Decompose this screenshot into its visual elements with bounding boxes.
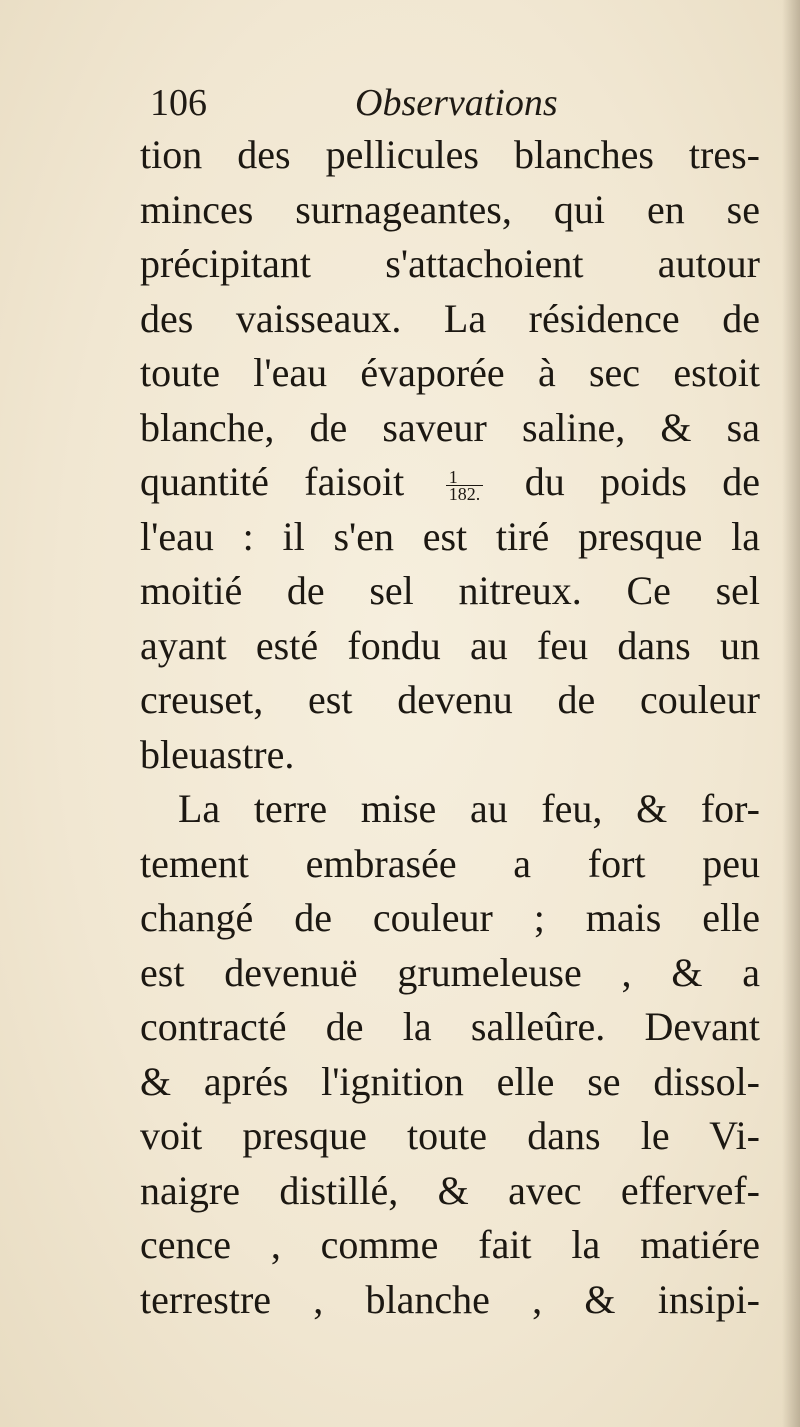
text-line: changé de couleur ; mais elle (140, 895, 760, 940)
paragraph-1 (140, 128, 760, 782)
text-line: des vaisseaux. La résidence de (140, 295, 760, 341)
fraction-numerator: 1 (446, 469, 484, 486)
text-line: ayant esté fondu au feu dans un (140, 622, 760, 668)
body-text (140, 128, 760, 1327)
text-line: & aprés l'ignition elle se dissol- (140, 1058, 760, 1104)
page-number: 106 (150, 82, 207, 124)
text-line: précipitant s'attachoient autour (140, 241, 760, 286)
page-edge-shadow (782, 0, 800, 1427)
text-line: bleuastre. (140, 731, 295, 777)
text-line: terrestre , blanche , & insipi- (140, 1276, 760, 1322)
text-line: La terre mise au feu, & for- (178, 786, 760, 831)
running-title: Observations (355, 82, 558, 124)
text-line-with-fraction (140, 455, 760, 510)
fraction-lead-text: quantité faisoit (140, 459, 405, 504)
text-line: moitié de sel nitreux. Ce sel (140, 568, 760, 613)
text-line: creuset, est devenu de couleur (140, 677, 760, 722)
text-line: tion des pellicules blanches tres- (140, 132, 760, 177)
text-line: cence , comme fait la matiére (140, 1222, 760, 1267)
fraction-trail-text: du poids de (524, 459, 761, 504)
running-head (0, 78, 800, 128)
text-line: tement embrasée a fort peu (140, 840, 760, 886)
text-line: contracté de la salleûre. Devant (140, 1004, 760, 1049)
fraction (446, 467, 484, 505)
text-line: naigre distillé, & avec effervef- (140, 1167, 760, 1213)
paragraph-2 (140, 782, 760, 1327)
fraction-denominator: 182. (448, 484, 481, 505)
text-line: minces surnageantes, qui en se (140, 186, 760, 232)
text-line: toute l'eau évaporée à sec estoit (140, 350, 760, 395)
text-line: voit presque toute dans le Vi- (140, 1113, 760, 1158)
text-line: l'eau : il s'en est tiré presque la (140, 513, 760, 559)
text-line: est devenuë grumeleuse , & a (140, 949, 760, 995)
text-line: blanche, de saveur saline, & sa (140, 404, 760, 450)
